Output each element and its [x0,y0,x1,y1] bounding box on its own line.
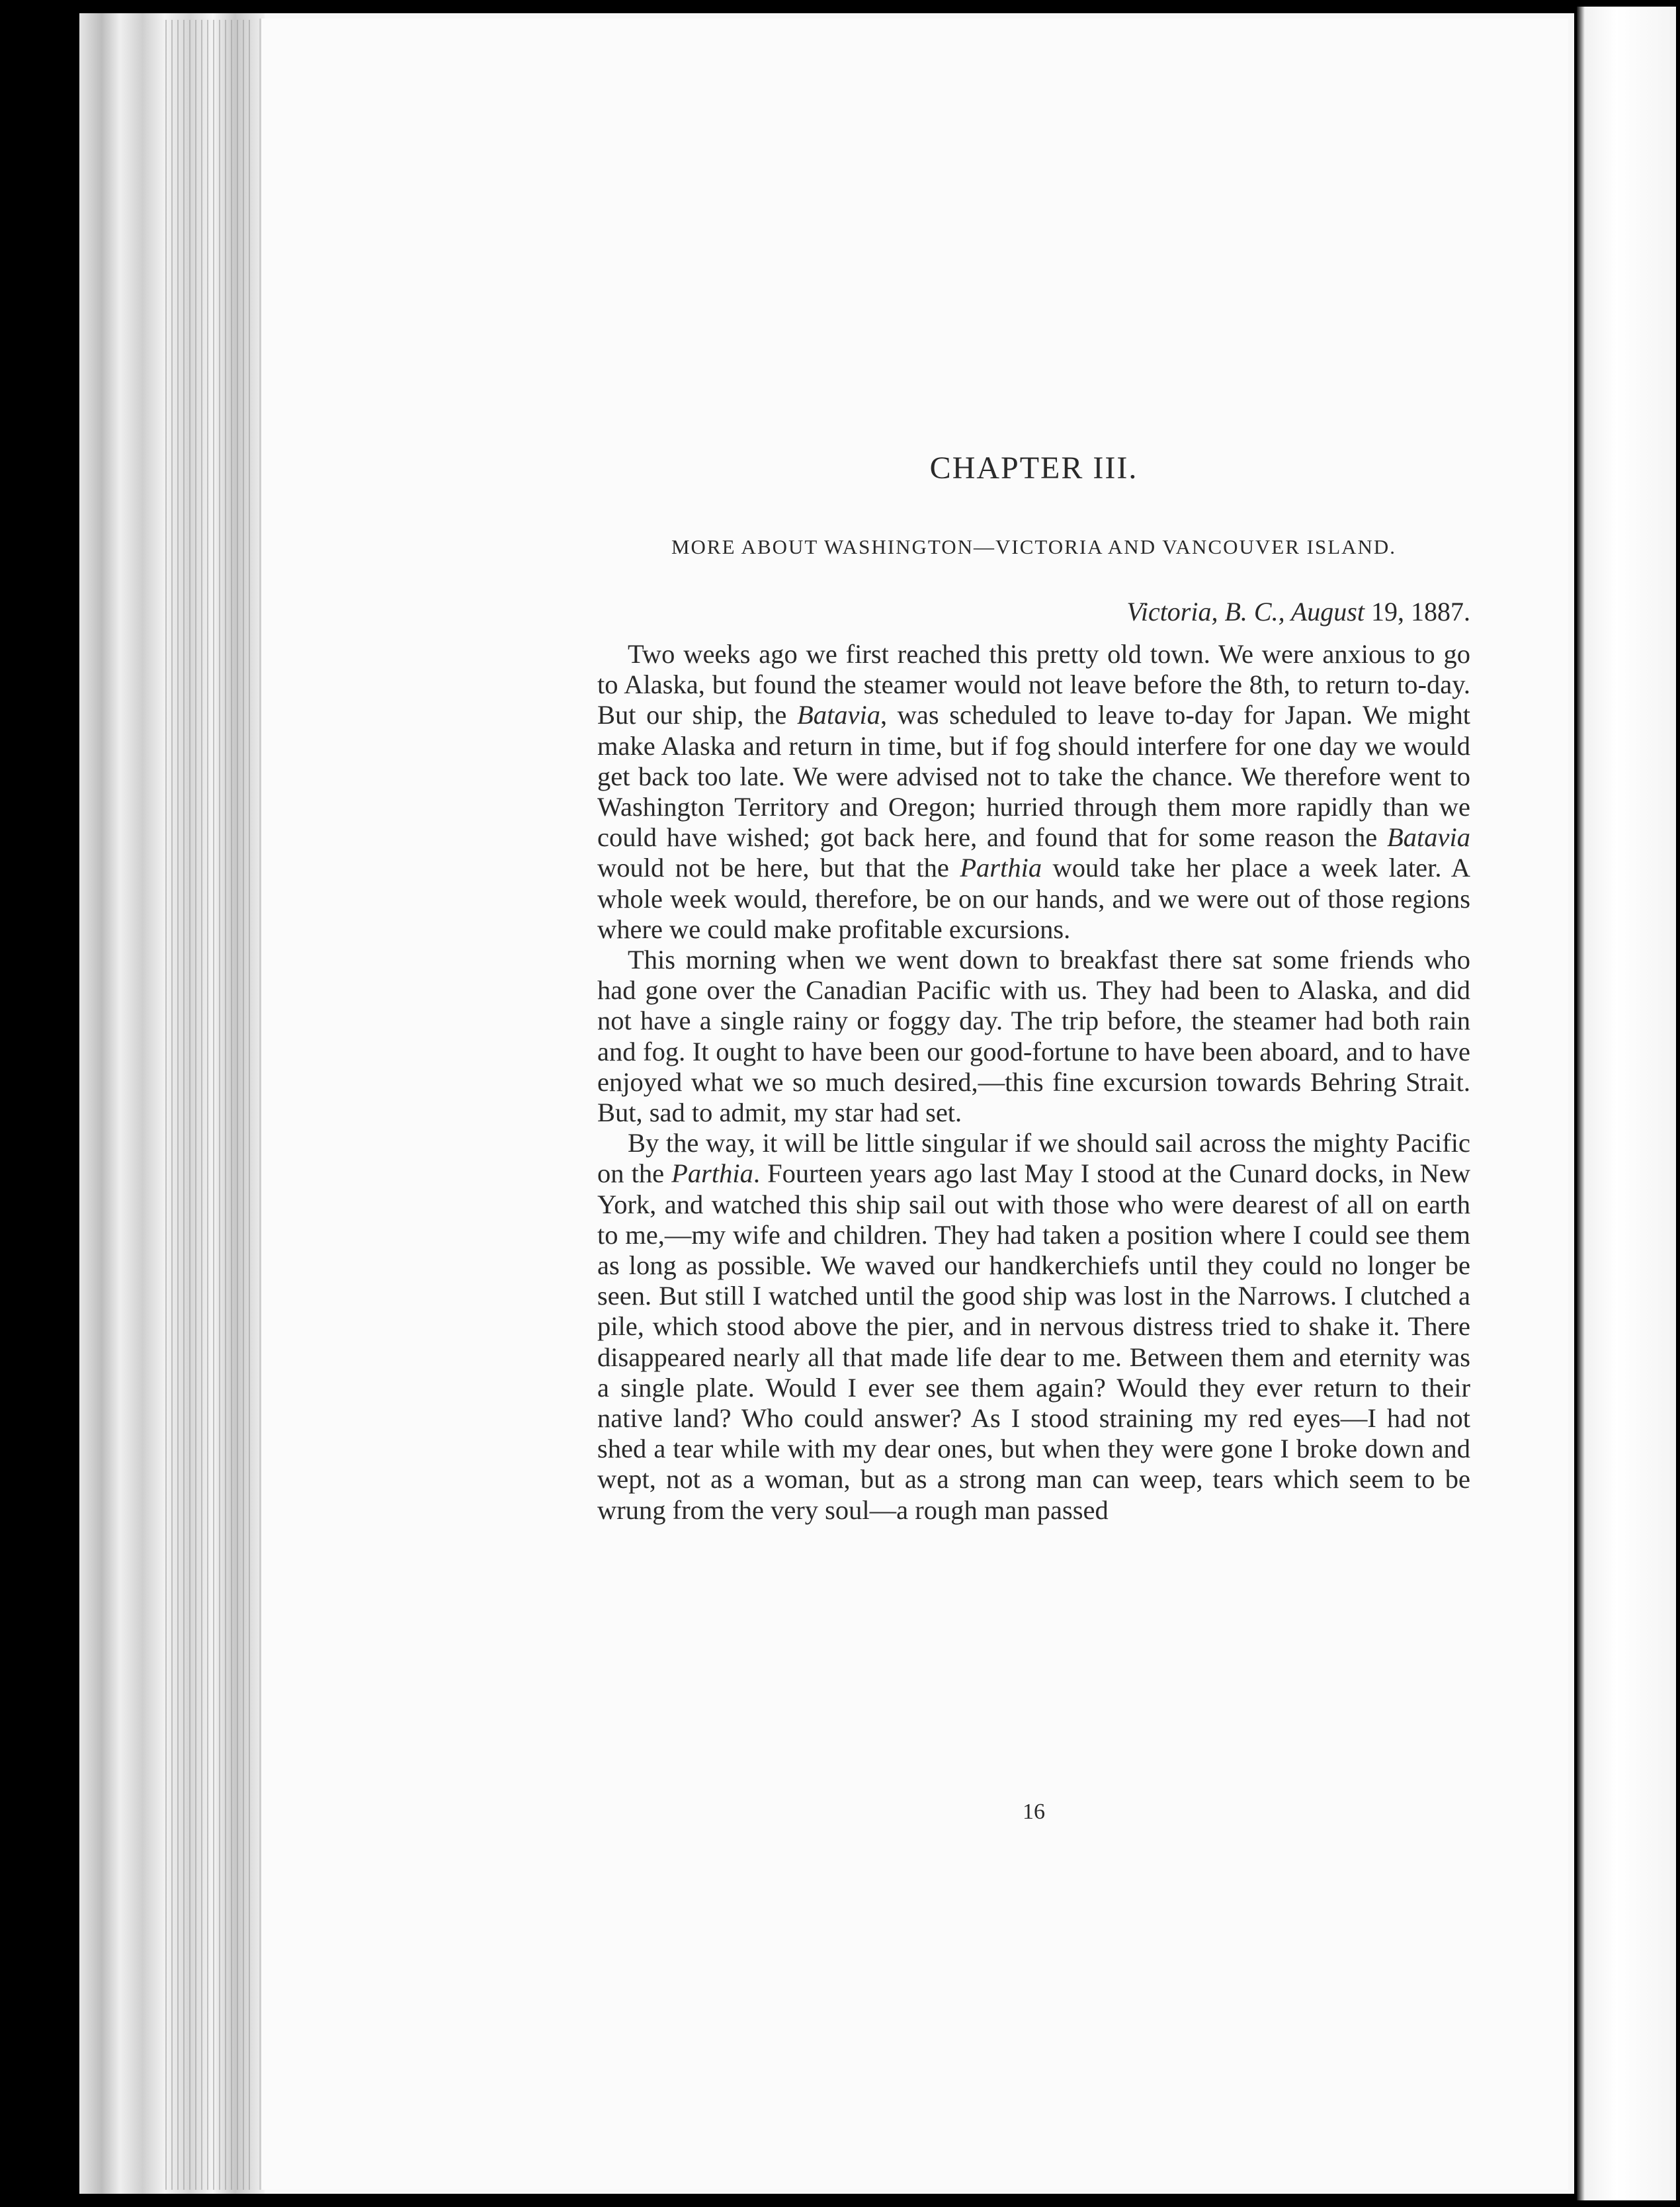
dateline-place: Victoria, B. C., August [1126,597,1365,627]
paragraph-1 [597,639,1470,945]
chapter-title: CHAPTER III. [929,451,1138,486]
page-edge-lines [165,20,251,2190]
page-text [597,450,1471,1824]
facing-page-edge-paper [1577,7,1676,2200]
paragraph-1-text-4: would take her place a week later. A whole week would, therefore, be on our hands, and we were out of those regions where we could make profitable excursions. [597,853,1470,944]
facing-page-edge [1574,0,1680,2207]
paragraph-2 [597,945,1470,1128]
paragraph-3-ship-name: Parthia [671,1158,753,1189]
paragraph-3-text-2: . Fourteen years ago last May I stood at the Cunard docks, in New York, and watched this ship sail out with those who were dearest of all on earth to me,—my wife and children. They had taken a position where I could see them as long as possible. We waved our handkerchiefs until they could no longer be seen. But still I watched until the good ship was lost in the Narrows. I clutched a pile, which stood above the pier, and in nervous distress tried to shake it. There disappeared nearly all that made life dear to me. Between them and eternity was a single plate. Would I ever see them again? Would they ever return to their native land? Who could answer? As I stood straining my red eyes—I had not shed a tear while with my dear ones, but when they were gone I broke down and wept, not as a woman, but as a strong man can weep, tears which seem to be wrung from the very soul—a rough man passed [597,1158,1470,1525]
paragraph-3-text-1: By the way, it will be little singular if we should sail across the mighty Pacific on the [597,1128,1470,1189]
page-number: 16 [1023,1799,1045,1824]
paragraph-1-text-2: , was scheduled to leave to-day for Japan. We might make Alaska and return in time, but if fog should interfere for one day we would get back too late. We were advised not to take the chance. We therefore went to Washington Territory and Oregon; hurried through them more rapidly than we could have wished; got back here, and found that for some reason the [597,700,1471,853]
paragraph-1-text-3: would not be here, but that the [597,853,960,883]
paragraph-1-ship-name-2: Batavia [1387,822,1470,853]
paragraph-1-ship-name-3: Parthia [960,853,1042,883]
paragraph-3 [597,1128,1470,1526]
dateline [597,596,1470,627]
paragraph-2-text: This morning when we went down to breakfast there sat some friends who had gone over the Canadian Pacific with us. They had been to Alaska, and did not have a single rainy or foggy day. The trip before, the steamer had both rain and fog. It ought to have been our good-fortune to have been aboard, and to have enjoyed what we so much desired,—this fine excursion towards Behring Strait. But, sad to admit, my star had set. [597,945,1470,1128]
paragraph-1-text-1: Two weeks ago we first reached this pretty old town. We were anxious to go to Alaska, but found the steamer would not leave before the 8th, to return to-day. But our ship, the [597,639,1470,730]
dateline-day: 19, 1887. [1365,597,1470,627]
chapter-subtitle: MORE ABOUT WASHINGTON—VICTORIA AND VANCOUVER ISLAND. [671,535,1397,558]
paragraph-1-ship-name-1: Batavia [796,700,880,730]
